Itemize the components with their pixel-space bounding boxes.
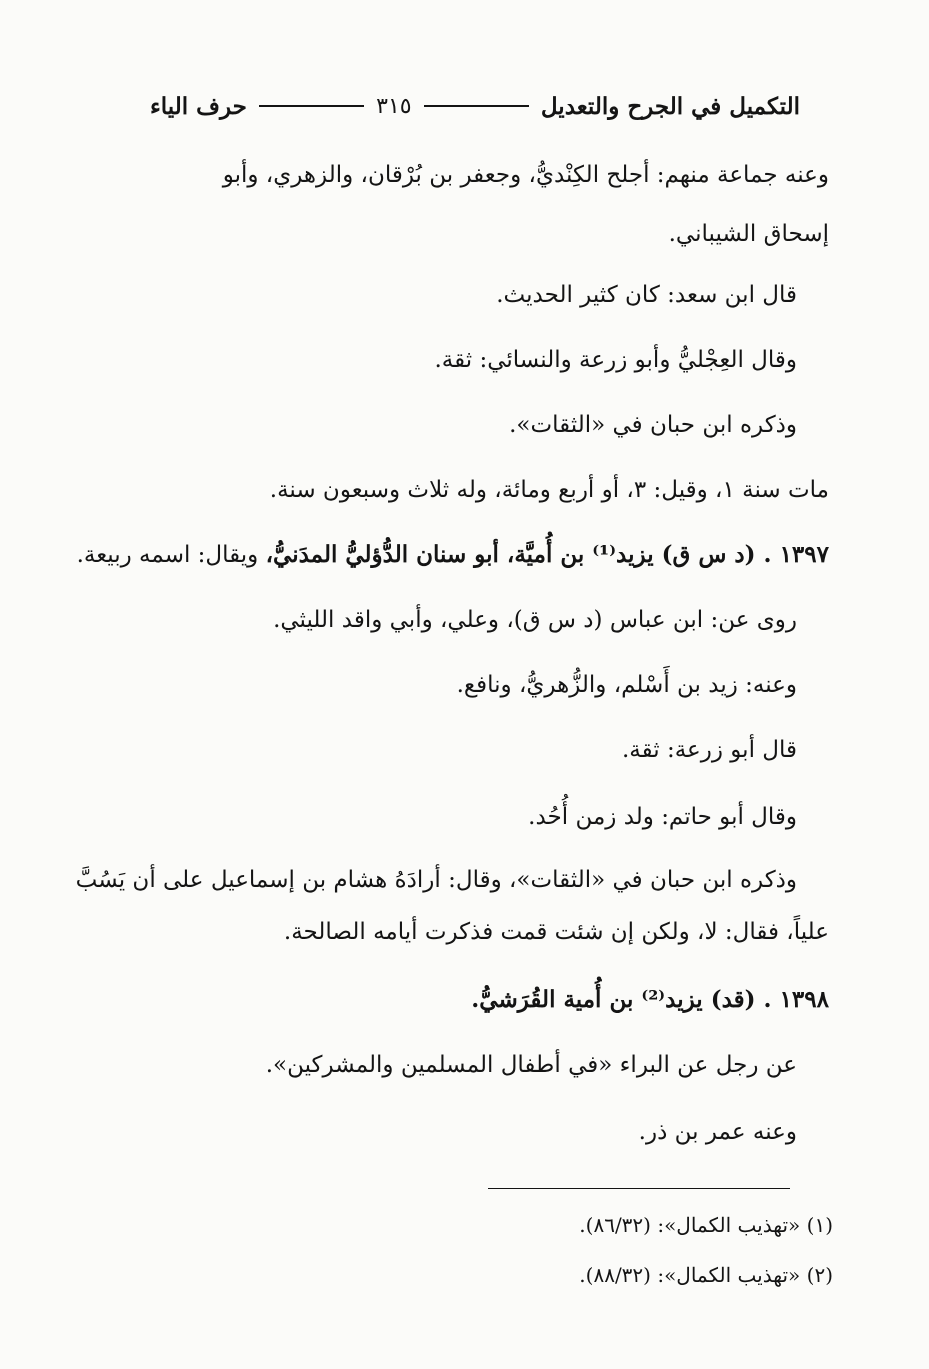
text-line: مات سنة ١، وقيل: ٣، أو أربع ومائة، وله ثلاث وسبعون سنة. — [269, 477, 829, 503]
text-line: قال ابن سعد: كان كثير الحديث. — [496, 282, 797, 308]
book-title: التكميل في الجرح والتعديل — [540, 92, 800, 120]
entry-heading-1397 — [77, 535, 829, 575]
text-line: وقال العِجْليُّ وأبو زرعة والنسائي: ثقة. — [434, 347, 797, 373]
text-line: وذكره ابن حبان في «الثقات». — [509, 412, 797, 438]
entry-title: ١٣٩٧ . (د س ق) يزيد⁽¹⁾ بن أُميَّة، أبو سنان الدُّؤليُّ المدَنيُّ، — [265, 541, 829, 568]
text-line: علياً، فقال: لا، ولكن إن شئت قمت فذكرت أيامه الصالحة. — [283, 919, 829, 945]
text-line: وعنه عمر بن ذر. — [638, 1119, 797, 1145]
page-number: ٣١٥ — [376, 93, 412, 119]
text-line: وعنه: زيد بن أَسْلم، والزُّهريُّ، ونافع. — [456, 672, 797, 698]
text-line: وقال أبو حاتم: ولد زمن أُحُد. — [528, 804, 797, 830]
entry-heading-1398: ١٣٩٨ . (قد) يزيد⁽²⁾ بن أُمية القُرَشيُّ. — [471, 986, 829, 1013]
text-line: قال أبو زرعة: ثقة. — [621, 737, 797, 763]
header-rule — [259, 105, 364, 107]
footnote-separator — [488, 1188, 790, 1189]
text-line: إسحاق الشيباني. — [668, 221, 829, 247]
footnote-1: (١) «تهذيب الكمال»: (٨٦/٣٢). — [579, 1213, 833, 1237]
text-line: عن رجل عن البراء «في أطفال المسلمين والمشركين». — [265, 1052, 797, 1078]
footnote-2: (٢) «تهذيب الكمال»: (٨٨/٣٢). — [579, 1263, 833, 1287]
entry-title-rest: ويقال: اسمه ربيعة. — [76, 542, 266, 568]
text-line: وذكره ابن حبان في «الثقات»، وقال: أرادَهُ هشام بن إسماعيل على أن يَسُبَّ — [75, 867, 797, 893]
chapter-title: حرف الياء — [149, 92, 247, 120]
header-rule — [424, 105, 529, 107]
text-line: وعنه جماعة منهم: أجلح الكِنْديُّ، وجعفر بن بُرْقان، والزهري، وأبو — [222, 162, 829, 188]
text-line: روى عن: ابن عباس (د س ق)، وعلي، وأبي واقد الليثي. — [273, 607, 797, 633]
running-header — [150, 86, 800, 126]
